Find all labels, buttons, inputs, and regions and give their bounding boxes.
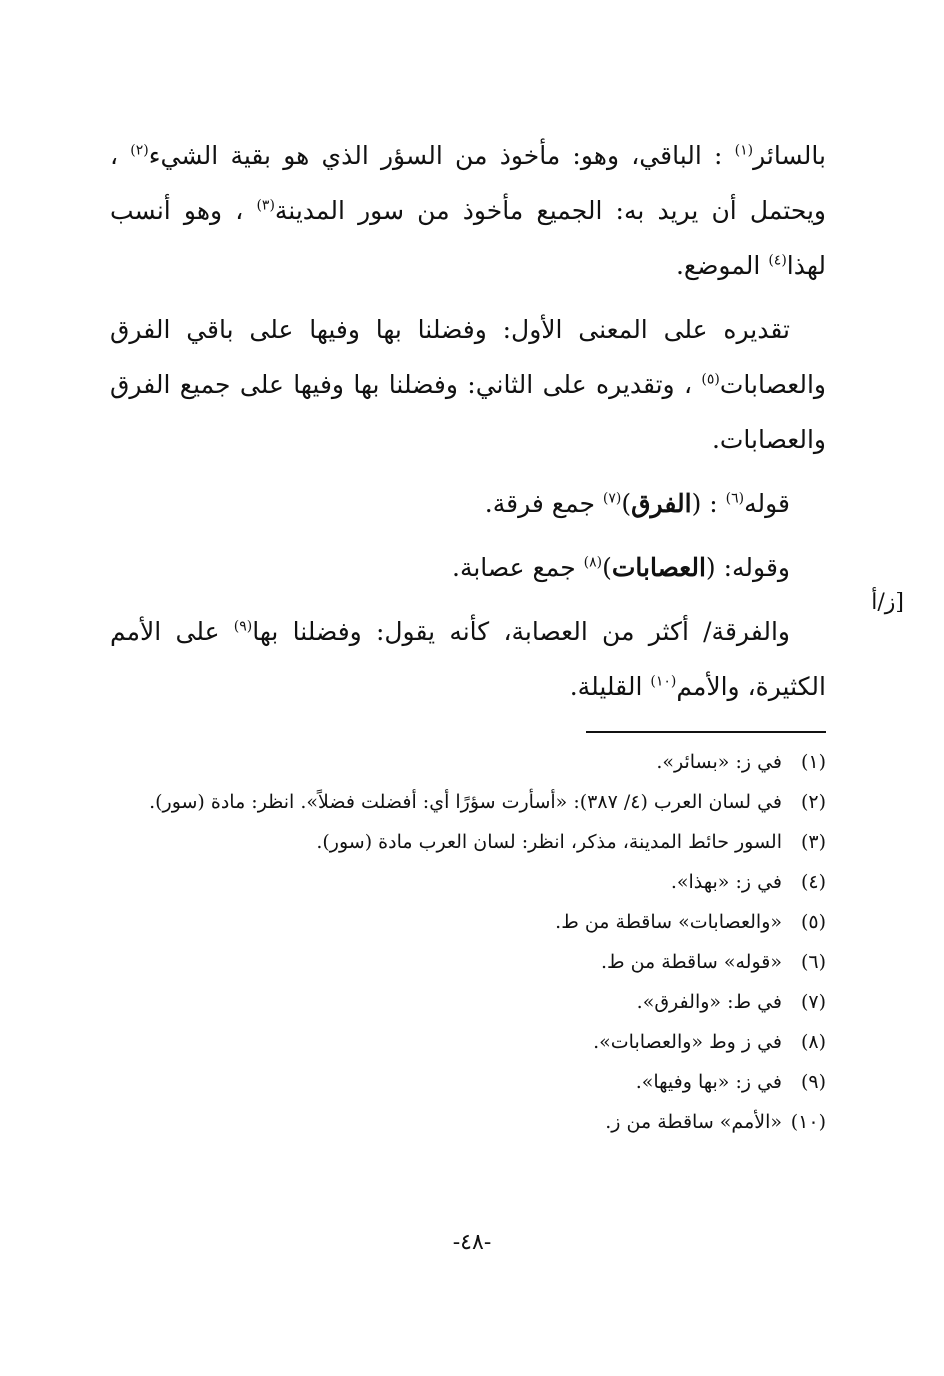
p2-text-2: ، وتقديره على الثاني: وفضلنا بها وفيها على جميع الفرق والعصابات.	[110, 370, 826, 454]
footnote-number: (١)	[800, 751, 826, 773]
footnote-ref-1[interactable]: (١)	[734, 142, 754, 159]
footnote-9	[110, 1062, 826, 1102]
paragraph-3	[110, 476, 826, 531]
footnote-text: في ز: «بسائر».	[656, 751, 782, 773]
footnote-number: (٨)	[800, 1031, 826, 1053]
p5-text-2: على الأمم الكثيرة، والأمم	[110, 617, 826, 701]
footnote-ref-8[interactable]: (٨)	[583, 554, 603, 571]
footnote-3	[110, 822, 826, 862]
footnote-number: (٢)	[800, 791, 826, 813]
footnote-10	[110, 1102, 826, 1142]
p1-text-3: ، ويحتمل أن يريد به: الجميع مأخوذ من سور المدينة	[110, 141, 826, 225]
footnote-ref-5[interactable]: (٥)	[701, 371, 720, 388]
footnote-number: (٩)	[800, 1071, 826, 1093]
footnote-number: (٦)	[800, 951, 826, 973]
footnote-text: في لسان العرب (٤/ ٣٨٧): «أسأرت سؤرًا أي: أفضلت فضلاً». انظر: مادة (سور).	[149, 791, 782, 813]
p5-text-3: القليلة.	[569, 672, 651, 701]
footnote-text: في ز وط «والعصابات».	[593, 1031, 782, 1053]
footnote-ref-6[interactable]: (٦)	[725, 490, 745, 507]
footnote-text: «والعصابات» ساقطة من ط.	[555, 911, 782, 933]
footnote-text: في ط: «والفرق».	[636, 991, 782, 1013]
footnote-ref-10[interactable]: (١٠)	[650, 673, 677, 690]
footnote-text: «قوله» ساقطة من ط.	[600, 951, 782, 973]
p1-text-5: الموضع.	[675, 251, 769, 280]
footnote-number: (٤)	[800, 871, 826, 893]
p3-bold-term: الفرق	[631, 489, 692, 518]
footnote-6	[110, 942, 826, 982]
p3-text-4: جمع فرقة.	[484, 489, 603, 518]
footnotes	[110, 742, 826, 1142]
p5-text-1: والفرقة/ أكثر من العصابة، كأنه يقول: وفضلنا بها	[252, 617, 790, 646]
paragraph-5	[110, 604, 826, 714]
p4-text-2: )	[602, 553, 612, 582]
footnote-ref-3[interactable]: (٣)	[256, 197, 275, 214]
p1-text-1: بالسائر	[753, 141, 827, 170]
footnote-ref-2[interactable]: (٢)	[130, 142, 149, 159]
footnote-4	[110, 862, 826, 902]
p3-text-3: )	[621, 489, 632, 518]
footnote-number: (٧)	[800, 991, 826, 1013]
footnote-1	[110, 742, 826, 782]
p4-bold-term: العصابات	[611, 553, 706, 582]
paragraph-2	[110, 302, 826, 467]
footnote-text: السور حائط المدينة، مذكر، انظر: لسان العرب مادة (سور).	[316, 831, 782, 853]
paragraph-1	[110, 128, 826, 293]
paragraph-4	[110, 540, 826, 595]
footnote-ref-9[interactable]: (٩)	[233, 618, 253, 635]
p1-text-2: : الباقي، وهو: مأخوذ من السؤر الذي هو بقية الشيء	[148, 141, 735, 170]
page-number: -٤٨-	[452, 1230, 492, 1255]
footnote-5	[110, 902, 826, 942]
p3-text-1: قوله	[744, 489, 790, 518]
p2-text-1: تقديره على المعنى الأول: وفضلنا بها وفيها على باقي الفرق والعصابات	[110, 315, 826, 399]
main-text	[110, 128, 826, 723]
p4-text-3: جمع عصابة.	[452, 553, 584, 582]
p1-text-4: ، وهو أنسب لهذا	[110, 196, 826, 280]
footnote-7	[110, 982, 826, 1022]
footnote-ref-4[interactable]: (٤)	[768, 252, 787, 269]
p3-text-2: : (	[691, 489, 726, 518]
p4-text-1: وقوله: (	[705, 553, 790, 582]
footnote-text: في ز: «بها وفيها».	[635, 1071, 782, 1093]
footnote-separator	[586, 731, 826, 733]
footnote-text: «الأمم» ساقطة من ز.	[605, 1111, 782, 1133]
footnote-number: (٣)	[800, 831, 826, 853]
footnote-ref-7[interactable]: (٧)	[602, 490, 622, 507]
manuscript-folio-marker: [ز/أ	[871, 590, 904, 615]
footnote-8	[110, 1022, 826, 1062]
footnote-text: في ز: «بهذا».	[670, 871, 782, 893]
footnote-2	[110, 782, 826, 822]
footnote-number: (١٠)	[790, 1111, 826, 1133]
footnote-number: (٥)	[800, 911, 826, 933]
